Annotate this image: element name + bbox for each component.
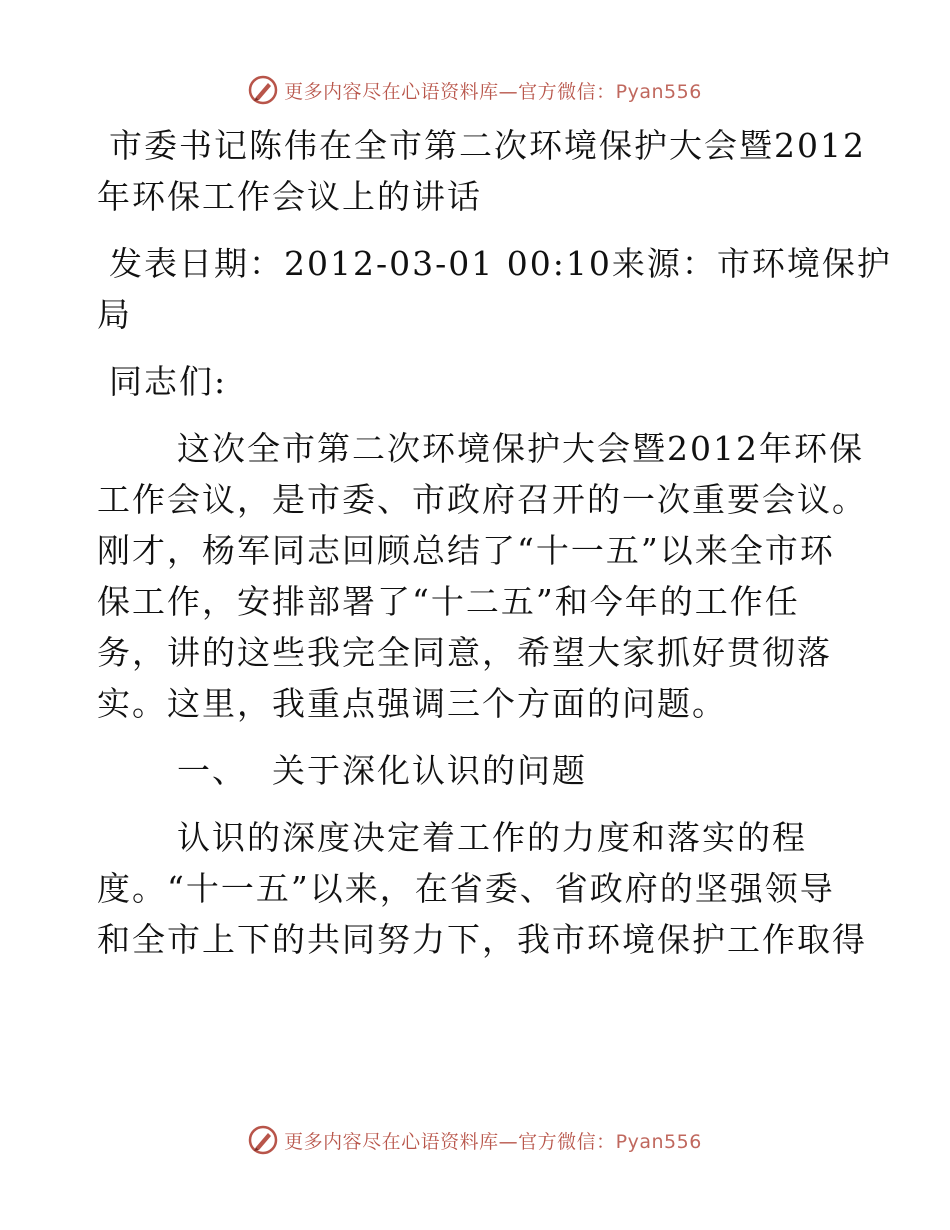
banner-text: 更多内容尽在心语资料库—官方微信：Pyan556	[284, 1130, 702, 1153]
quill-pen-logo-icon	[248, 1125, 278, 1155]
header-watermark-banner	[0, 70, 950, 110]
intro-line-3: 刚才，杨军同志回顾总结了“十一五”以来全市环	[97, 531, 835, 570]
footer-watermark-banner	[0, 1120, 950, 1160]
section-heading-1: 一、 关于深化认识的问题	[177, 751, 587, 790]
salutation: 同志们:	[109, 362, 228, 401]
title-line-2: 年环保工作会议上的讲话	[97, 177, 482, 216]
intro-line-1: 这次全市第二次环境保护大会暨2012年环保	[177, 429, 864, 468]
section1-line-1: 认识的深度决定着工作的力度和落实的程	[177, 818, 807, 857]
meta-line-1: 发表日期：2012-03-01 00:10来源：市环境保护	[109, 244, 892, 283]
banner-text: 更多内容尽在心语资料库—官方微信：Pyan556	[284, 80, 702, 103]
quill-pen-logo-icon	[248, 75, 278, 105]
document-body	[97, 120, 892, 965]
wechat-id: Pyan556	[615, 1130, 702, 1153]
meta-line-2: 局	[97, 295, 132, 334]
title-line-1: 市委书记陈伟在全市第二次环境保护大会暨2012	[109, 126, 866, 165]
intro-line-2: 工作会议，是市委、市政府召开的一次重要会议。	[97, 480, 867, 519]
section1-line-2: 度。“十一五”以来，在省委、省政府的坚强领导	[97, 869, 835, 908]
section1-line-3: 和全市上下的共同努力下，我市环境保护工作取得	[97, 920, 867, 959]
intro-line-5: 务，讲的这些我完全同意，希望大家抓好贯彻落	[97, 633, 832, 672]
intro-line-4: 保工作，安排部署了“十二五”和今年的工作任	[97, 582, 800, 621]
wechat-id: Pyan556	[615, 80, 702, 103]
intro-line-6: 实。这里，我重点强调三个方面的问题。	[97, 684, 727, 723]
